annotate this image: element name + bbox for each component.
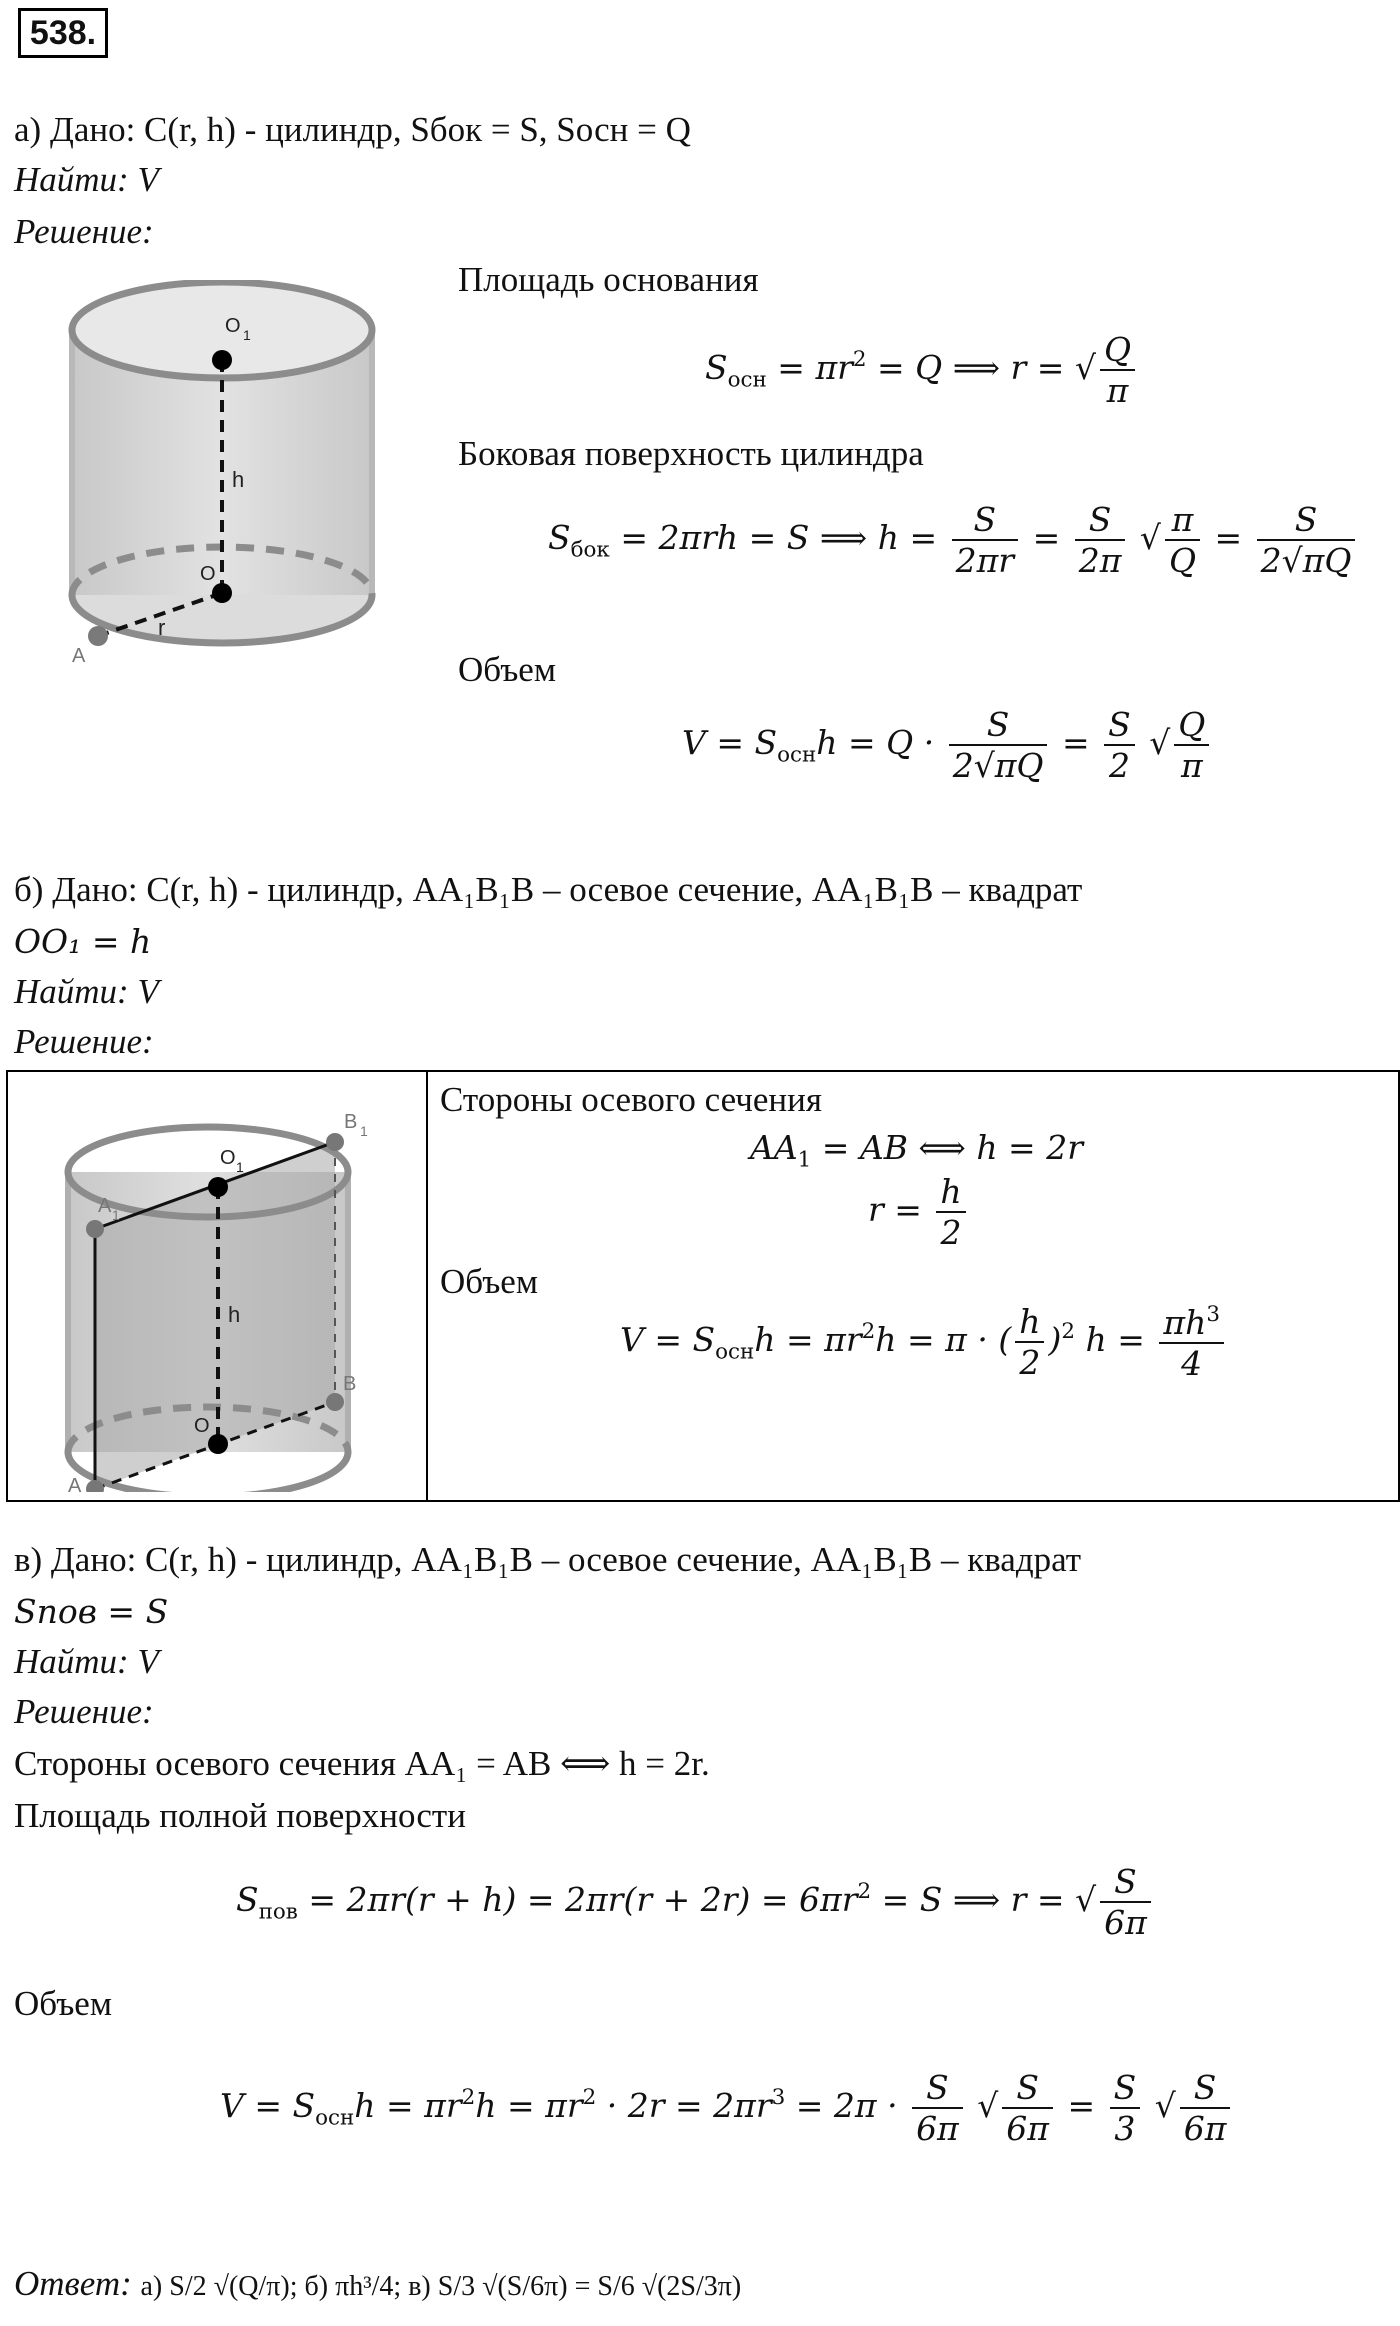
svg-text:h: h xyxy=(232,467,245,492)
part-c-volume-formula: $V = S_{осн}h = \pi r^2h = \pi r^2 \cdot 2r = 2\pi r^3 = 2\pi$ · $\frac{S}{6\pi}$ √ $\frac{S}{6\pi}$ = $\frac{S}{3}$ √ $\frac{S}{6\pi}$ xyxy=(220,2068,1234,2148)
problem-number: 538. xyxy=(18,8,108,58)
svg-text:A: A xyxy=(72,645,86,667)
part-a-solution-label: Решение: xyxy=(14,212,154,251)
svg-text:1: 1 xyxy=(112,1207,120,1223)
part-c-surface-heading: Площадь полной поверхности xyxy=(14,1796,466,1835)
part-b-given: б) Дано: C(r, h) - цилиндр, AA₁B₁B – осевое сечение, AA₁B₁B – квадрат xyxy=(14,870,1083,909)
part-a-volume-heading: Объем xyxy=(458,650,556,689)
svg-text:B: B xyxy=(344,1111,358,1133)
part-a-lateral-formula: $S_{бок} = 2\pi rh = S$ ⟹ h = $\frac{S}{2\pi r}$ = $\frac{S}{2\pi}$ √ $\frac{\pi}{Q}$ = $\frac{S}{2√\pi Q}$ xyxy=(548,500,1359,580)
part-b-find: Найти: V xyxy=(14,972,159,1011)
svg-text:1: 1 xyxy=(243,327,251,343)
svg-text:A: A xyxy=(98,1195,112,1217)
part-b-table xyxy=(6,1070,1400,1502)
svg-text:O: O xyxy=(200,563,216,585)
part-c-solution-label: Решение: xyxy=(14,1692,154,1731)
point-b-b xyxy=(326,1393,344,1411)
part-b-r-formula: r = $\frac{h}{2}$ xyxy=(868,1172,970,1252)
part-c-volume-heading: Объем xyxy=(14,1984,112,2023)
part-a-given xyxy=(14,108,691,152)
part-a-find: Найти: V xyxy=(14,160,159,199)
part-b-sides-heading: Стороны осевого сечения xyxy=(440,1080,822,1119)
part-b-volume-heading: Объем xyxy=(440,1262,538,1301)
part-b-given2: OO₁ = h xyxy=(14,922,152,961)
svg-text:O: O xyxy=(225,315,241,337)
point-a xyxy=(88,626,108,646)
part-a-base-area-heading: Площадь основания xyxy=(458,260,759,299)
part-b-sides-formula: $AA_1$ = AB ⟺ h = 2r xyxy=(750,1128,1083,1173)
svg-text:r: r xyxy=(158,615,166,640)
svg-text:O: O xyxy=(194,1415,210,1437)
svg-text:O: O xyxy=(220,1147,236,1169)
point-b1-b xyxy=(326,1133,344,1151)
part-c-given2: Sпов = S xyxy=(14,1592,169,1631)
svg-text:h: h xyxy=(228,1302,241,1327)
answer-text: а) S/2 √(Q/π); б) πh³/4; в) S/3 √(S/6π) = S/6 √(2S/3π) xyxy=(140,2271,742,2302)
svg-text:1: 1 xyxy=(360,1123,368,1139)
answer-label: Ответ: xyxy=(14,2264,132,2303)
point-o1 xyxy=(212,350,232,370)
svg-text:1: 1 xyxy=(236,1159,244,1175)
part-a-base-area-formula: $S_{осн} = \pi r^2 = Q$ ⟹ r = √ $\frac{Q}{\pi}$ xyxy=(705,330,1139,410)
answer-line xyxy=(14,2262,741,2309)
part-a-lateral-heading: Боковая поверхность цилиндра xyxy=(458,434,924,473)
figure-cylinder-b xyxy=(28,1092,388,1492)
figure-cylinder-a xyxy=(60,280,390,680)
point-o xyxy=(212,583,232,603)
part-c-sides-line: Стороны осевого сечения AA₁ = AB ⟺ h = 2r. xyxy=(14,1744,710,1783)
part-b-solution-label: Решение: xyxy=(14,1022,154,1061)
svg-text:A: A xyxy=(68,1475,82,1492)
table-divider xyxy=(426,1072,428,1500)
svg-text:B: B xyxy=(343,1373,357,1395)
point-o-b xyxy=(208,1434,228,1454)
part-b-volume-formula: $V = S_{осн}h = \pi r^2h = \pi$ · ( $\frac{h}{2}$ )$^2$ h = $\frac{\pi h^3}{4}$ xyxy=(620,1302,1228,1383)
part-a-volume-formula: $V = S_{осн}h = Q$ · $\frac{S}{2√\pi Q}$ = $\frac{S}{2}$ √ $\frac{Q}{\pi}$ xyxy=(682,705,1213,785)
point-o1-b xyxy=(208,1177,228,1197)
part-a-given-text: а) Дано: C(r, h) - цилиндр, Sбок = S, Sосн = Q xyxy=(14,110,691,149)
part-c-surface-formula: $S_{пов} = 2\pi r(r + h) = 2\pi r(r + 2r) = 6\pi r^2 = S$ ⟹ r = √ $\frac{S}{6\pi}$ xyxy=(236,1862,1155,1942)
part-c-given: в) Дано: C(r, h) - цилиндр, AA₁B₁B – осевое сечение, AA₁B₁B – квадрат xyxy=(14,1540,1082,1579)
part-c-find: Найти: V xyxy=(14,1642,159,1681)
point-a1-b xyxy=(86,1220,104,1238)
